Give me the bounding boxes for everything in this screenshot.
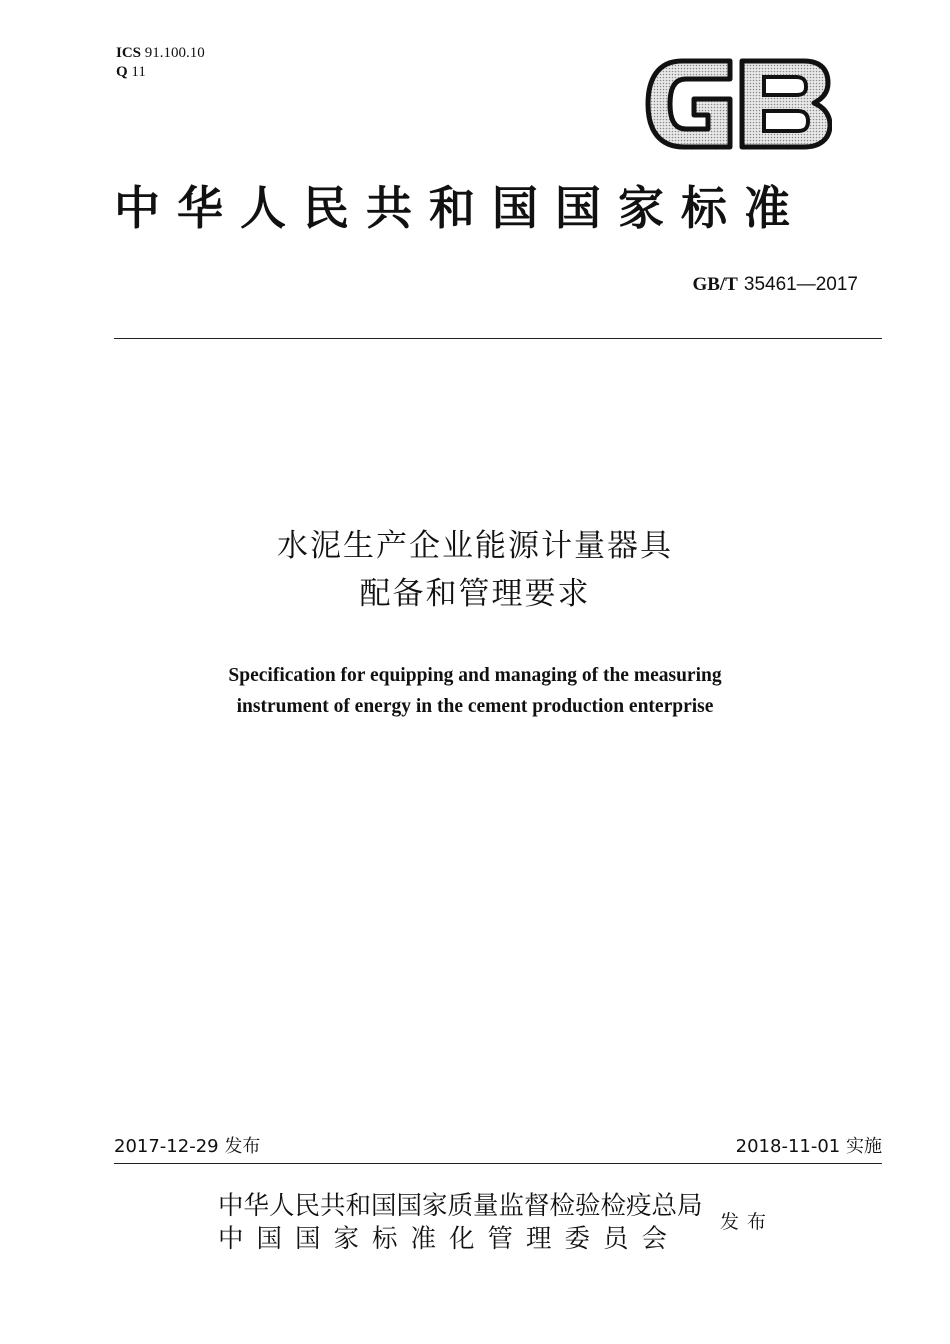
- english-title-line-1: Specification for equipping and managing of the measuring: [228, 665, 722, 686]
- chinese-title: [0, 522, 950, 618]
- issuer-2: 中国国家标准化管理委员会: [218, 1224, 681, 1254]
- ics-classification: [116, 44, 205, 82]
- bottom-divider: [114, 1163, 882, 1164]
- chinese-title-line-1: 水泥生产企业能源计量器具: [277, 528, 673, 564]
- class-line: [116, 63, 205, 82]
- publish-label: 发布: [720, 1211, 775, 1233]
- implementation-date: 2018-11-01 实施: [735, 1136, 882, 1157]
- issuing-authorities: [218, 1190, 703, 1256]
- english-title-line-2: instrument of energy in the cement production enterprise: [236, 696, 714, 717]
- gb-logo: [644, 55, 832, 153]
- standard-prefix: GB/T: [692, 274, 738, 295]
- english-title: [0, 660, 950, 722]
- ics-label: ICS: [116, 45, 142, 61]
- issue-date: 2017-12-29 发布: [114, 1136, 261, 1157]
- class-code: 11: [131, 64, 146, 80]
- national-standard-title: 中华人民共和国国家标准: [114, 181, 807, 235]
- ics-line: [116, 44, 205, 63]
- top-divider: [114, 338, 882, 339]
- class-letter: Q: [116, 64, 128, 80]
- standard-code: 35461—2017: [743, 274, 858, 295]
- issuer-1: 中华人民共和国国家质量监督检验检疫总局: [218, 1191, 703, 1221]
- chinese-title-line-2: 配备和管理要求: [359, 576, 591, 612]
- ics-code: 91.100.10: [144, 45, 205, 61]
- standard-number: [692, 272, 858, 297]
